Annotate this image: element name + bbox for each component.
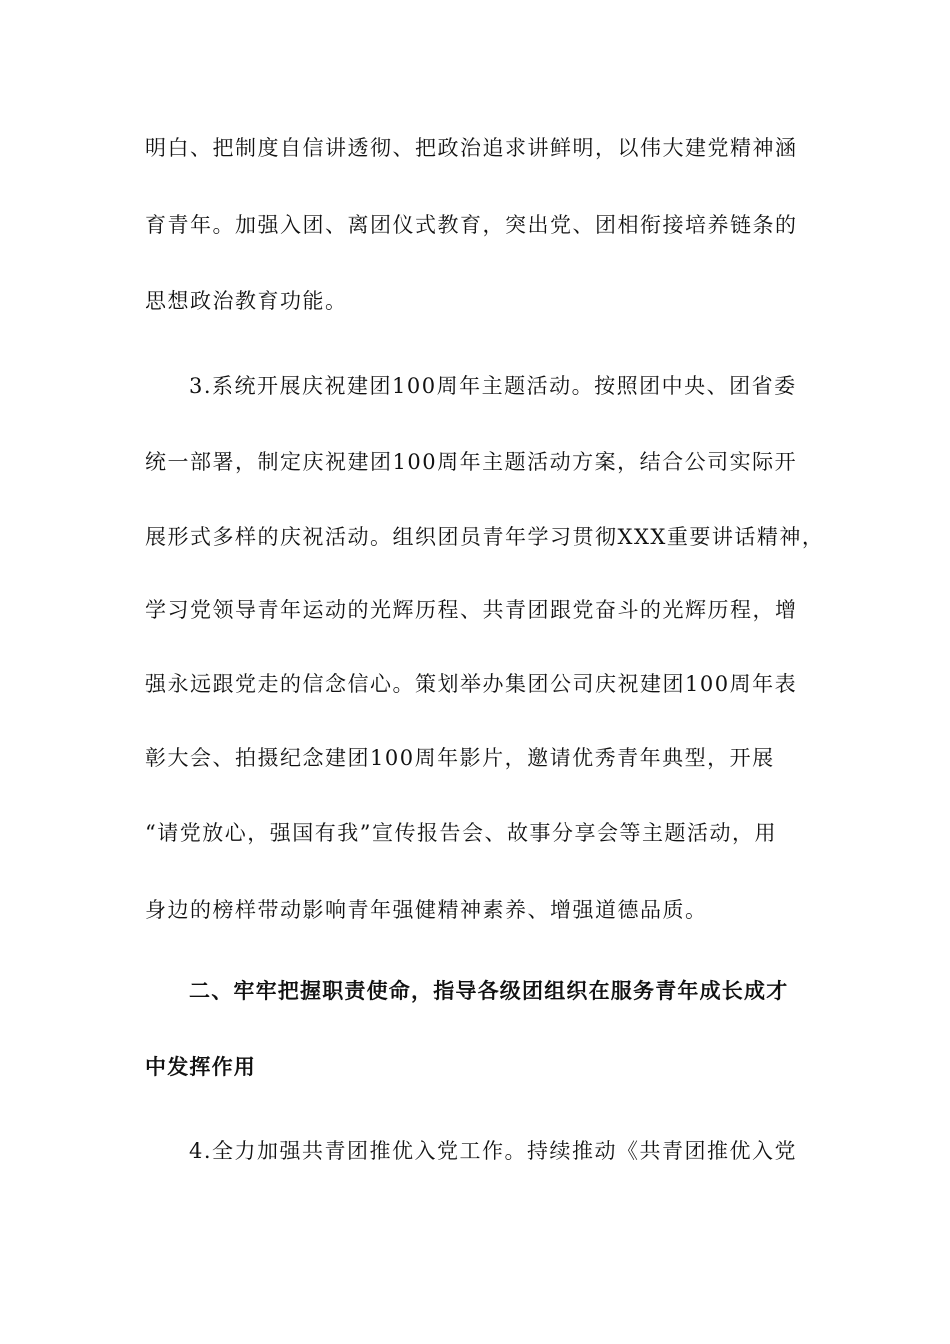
paragraph-line: 学习党领导青年运动的光辉历程、共青团跟党奋斗的光辉历程，增 bbox=[145, 598, 798, 622]
paragraph-line: 4.全力加强共青团推优入党工作。持续推动《共青团推优入党 bbox=[189, 1139, 798, 1163]
paragraph-line: 展形式多样的庆祝活动。组织团员青年学习贯彻XXX重要讲话精神， bbox=[145, 525, 825, 549]
paragraph-line: 育青年。加强入团、离团仪式教育，突出党、团相衔接培养链条的 bbox=[145, 213, 798, 237]
paragraph-line: 身边的榜样带动影响青年强健精神素养、增强道德品质。 bbox=[145, 898, 708, 922]
paragraph-line: 强永远跟党走的信念信心。策划举办集团公司庆祝建团100周年表 bbox=[145, 672, 798, 696]
paragraph-line: 统一部署，制定庆祝建团100周年主题活动方案，结合公司实际开 bbox=[145, 450, 798, 474]
paragraph-line: 明白、把制度自信讲透彻、把政治追求讲鲜明，以伟大建党精神涵 bbox=[145, 136, 798, 160]
paragraph-line: 3.系统开展庆祝建团100周年主题活动。按照团中央、团省委 bbox=[189, 374, 797, 398]
paragraph-line: 彰大会、拍摄纪念建团100周年影片，邀请优秀青年典型，开展 bbox=[145, 746, 775, 770]
paragraph-line: “请党放心，强国有我”宣传报告会、故事分享会等主题活动，用 bbox=[145, 821, 777, 845]
section-heading-line: 二、牢牢把握职责使命，指导各级团组织在服务青年成长成才 bbox=[189, 979, 789, 1003]
paragraph-line: 思想政治教育功能。 bbox=[145, 289, 348, 313]
section-heading-line: 中发挥作用 bbox=[145, 1055, 256, 1079]
